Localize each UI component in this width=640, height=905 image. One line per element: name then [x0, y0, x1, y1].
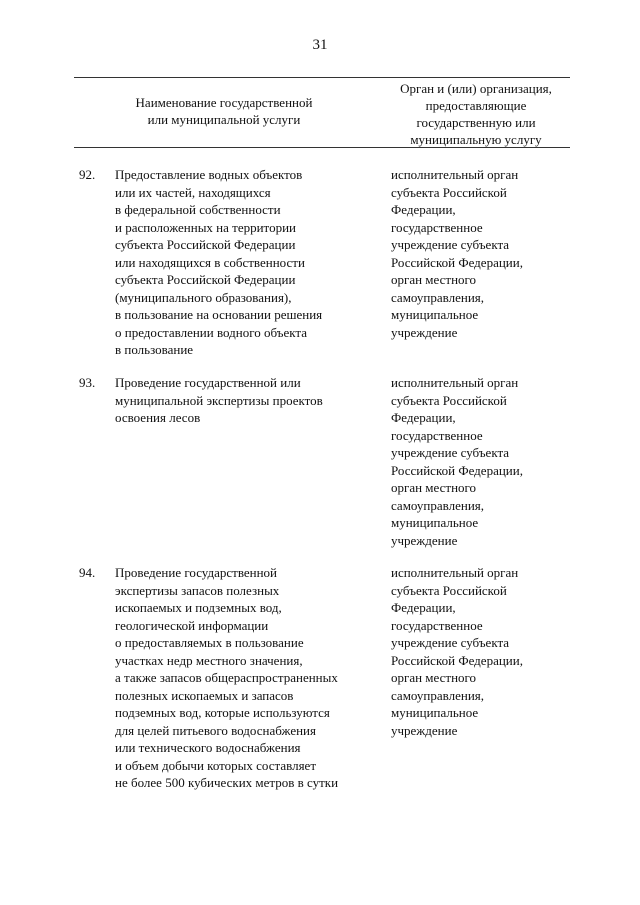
table-header-top-rule	[74, 77, 570, 78]
row-organization: исполнительный орган субъекта Российской Федерации, государственное учреждение субъекта Российской Федерации, орган местного самоуправления, муниципальное учреждение	[391, 375, 523, 548]
header-service-name: Наименование государственной или муниципальной услуги	[135, 95, 313, 127]
row-service-name: Предоставление водных объектов или их частей, находящихся в федеральной собственности и расположенных на территории субъекта Российской Федерации или находящихся в собственности субъекта Российской Федерации (муниципального образования), в пользование на основании решения о предоставлении водного объекта в пользование	[115, 167, 323, 357]
row-organization: исполнительный орган субъекта Российской Федерации, государственное учреждение субъекта Российской Федерации, орган местного самоуправления, муниципальное учреждение	[391, 565, 523, 738]
row-number: 93.	[79, 375, 96, 390]
row-service-name: Проведение государственной экспертизы запасов полезных ископаемых и подземных вод, геологической информации о предоставляемых в пользование участках недр местного значения, а также запасов общераспространенных полезных ископаемых и запасов подземных вод, которые используются для целей питьевого водоснабжения или технического водоснабжения и объем добычи которых составляет не более 500 кубических метров в сутки	[115, 565, 339, 790]
page-number: 31	[312, 37, 328, 53]
header-organization: Орган и (или) организация, предоставляющие государственную или муниципальную услугу	[400, 81, 552, 147]
row-number: 92.	[79, 167, 96, 182]
row-service-name: Проведение государственной или муниципальной экспертизы проектов освоения лесов	[115, 375, 323, 425]
row-number: 94.	[79, 565, 96, 580]
table-header-bottom-rule	[74, 147, 570, 148]
row-organization: исполнительный орган субъекта Российской Федерации, государственное учреждение субъекта Российской Федерации, орган местного самоуправления, муниципальное учреждение	[391, 167, 523, 340]
